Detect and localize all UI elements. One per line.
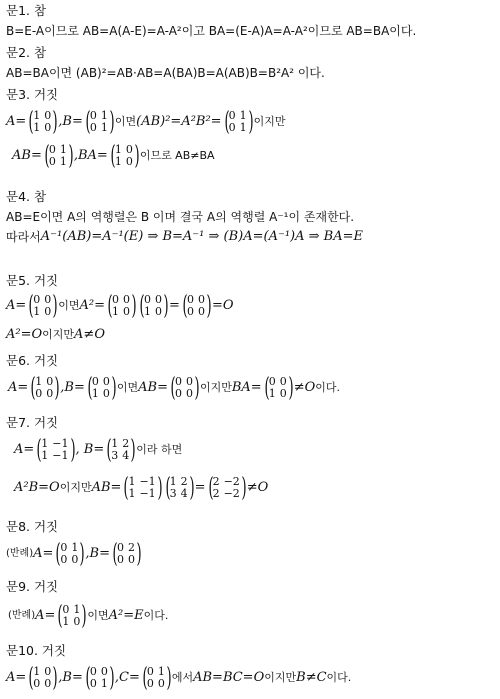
right-paren: ): [194, 373, 200, 403]
matrix-entry: 0: [89, 121, 97, 134]
matrix-entry: 1: [35, 375, 43, 388]
q8-line1: [6, 540, 142, 568]
matrix-entry: 0: [123, 293, 131, 306]
q7-ab-label: AB=: [91, 480, 122, 495]
matrix-entry: 1: [59, 155, 67, 168]
matrix-entry: 0: [44, 293, 52, 306]
right-paren: ): [241, 473, 247, 503]
matrix-entry: 0: [44, 305, 52, 318]
q3-text3: 이므로 AB≠BA: [139, 149, 215, 162]
right-paren: ): [54, 373, 60, 403]
q6-ba-label: BA=: [231, 380, 262, 395]
matrix-entries: [90, 108, 108, 136]
q4-line2-formula: A⁻¹(AB)=A⁻¹(E) ⇒ B=A⁻¹ ⇒ (B)A=(A⁻¹)A ⇒ BA=E: [40, 229, 363, 244]
q10-text3: 이다.: [326, 671, 352, 684]
q9-note: (반례): [8, 610, 36, 621]
matrix-entry: 1: [144, 305, 152, 318]
matrix-entry: 1: [41, 449, 49, 462]
matrix-entry: −1: [139, 487, 156, 500]
matrix-entries: [111, 436, 129, 464]
q6-ne: ≠O: [293, 380, 316, 395]
left-paren: (: [28, 107, 34, 137]
q6-text3: 이다.: [315, 381, 341, 394]
matrix-entry: −2: [223, 487, 240, 500]
q8-note: (반례): [6, 548, 34, 559]
matrix-entry: 0: [44, 109, 52, 122]
matrix-entry: 0: [146, 665, 154, 678]
q7-eq: =: [194, 480, 206, 495]
q9-heading: 문9. 거짓: [6, 579, 59, 594]
right-paren: ): [166, 663, 172, 693]
q3-a-label: A=: [6, 114, 27, 129]
q7-text2: 이지만: [59, 481, 92, 494]
q5-line2-a: A²=O: [6, 327, 43, 342]
matrix-entry: 0: [197, 305, 205, 318]
matrix-entry: 0: [228, 121, 236, 134]
matrix-entry: 0: [89, 677, 97, 690]
matrix-entry: 0: [116, 541, 124, 554]
q4-line1: AB=E이면 A의 역행렬은 B 이며 결국 A의 역행렬 A⁻¹이 존재한다.: [6, 210, 355, 224]
right-paren: ): [79, 539, 85, 569]
matrix-entries: [229, 108, 247, 136]
matrix-entry: 1: [59, 143, 67, 156]
matrix-entries: [117, 540, 135, 568]
q7-ne: ≠O: [246, 480, 269, 495]
q7-line2: [14, 474, 268, 502]
q7-matrix-a2: [122, 474, 161, 502]
matrix-entry: 0: [91, 375, 99, 388]
left-paren: (: [107, 291, 113, 321]
q4-heading: 문4. 참: [6, 189, 47, 204]
matrix-entries: [90, 664, 108, 692]
matrix-entry: 0: [186, 305, 194, 318]
q5-o: =O: [211, 298, 234, 313]
q3-line2: [12, 142, 215, 170]
q10-a-label: A=: [6, 670, 27, 685]
q7-text1: 이라 하면: [136, 443, 183, 456]
q6-text2: 이지만: [199, 381, 232, 394]
matrix-entry: 0: [44, 677, 52, 690]
matrix-entry: 1: [33, 109, 41, 122]
matrix-entry: 0: [73, 615, 81, 628]
q8-matrix-a: [54, 540, 84, 568]
matrix-entry: 1: [268, 387, 276, 400]
matrix-entry: 1: [100, 677, 108, 690]
q6-matrix-a: [29, 374, 59, 402]
matrix-entry: 0: [279, 375, 287, 388]
matrix-entry: 0: [279, 387, 287, 400]
matrix-entry: 2: [180, 475, 188, 488]
matrix-entries: [33, 664, 51, 692]
q6-line1: [8, 374, 340, 402]
q5-matrix-a1: [106, 292, 136, 320]
matrix-entry: 0: [157, 677, 165, 690]
q8-a-label: A=: [33, 546, 54, 561]
matrix-entry: 1: [33, 305, 41, 318]
q9-text1: 이면: [87, 609, 109, 622]
q8-heading: 문8. 거짓: [6, 519, 59, 534]
matrix-entry: 0: [89, 665, 97, 678]
q7-matrix-b2: [164, 474, 194, 502]
matrix-entry: 1: [114, 143, 122, 156]
matrix-entries: [112, 292, 130, 320]
q5-line2-c: A≠O: [74, 327, 105, 342]
matrix-entry: −1: [139, 475, 156, 488]
matrix-entry: 1: [71, 541, 79, 554]
matrix-entry: 1: [73, 603, 81, 616]
q5-a-label: A=: [6, 298, 27, 313]
matrix-entry: 0: [33, 677, 41, 690]
right-paren: ): [68, 141, 74, 171]
q3-matrix-ab: [43, 142, 73, 170]
left-paren: (: [106, 435, 112, 465]
matrix-entry: 1: [114, 155, 122, 168]
right-paren: ): [111, 373, 117, 403]
matrix-entries: [92, 374, 110, 402]
right-paren: ): [52, 291, 58, 321]
matrix-entry: 0: [125, 155, 133, 168]
right-paren: ): [189, 473, 195, 503]
q10-line1: [6, 664, 351, 692]
matrix-entry: 1: [91, 387, 99, 400]
matrix-entry: 1: [157, 665, 165, 678]
right-paren: ): [163, 291, 169, 321]
matrix-entries: [147, 664, 165, 692]
matrix-entry: 1: [111, 437, 119, 450]
matrix-entry: 2: [212, 475, 220, 488]
matrix-entry: 0: [33, 293, 41, 306]
matrix-entry: 0: [123, 305, 131, 318]
q3-text2: 이지만: [253, 115, 286, 128]
q10-eq: AB=BC=O: [193, 670, 265, 685]
matrix-entry: 0: [125, 143, 133, 156]
matrix-entry: −2: [223, 475, 240, 488]
left-paren: (: [123, 473, 130, 503]
left-paren: (: [264, 373, 270, 403]
q3-matrix-a: [27, 108, 57, 136]
q5-matrix-zero: [181, 292, 211, 320]
matrix-entries: [269, 374, 287, 402]
matrix-entry: 0: [102, 387, 110, 400]
right-paren: ): [130, 435, 136, 465]
q7-a2b: A²B=O: [14, 480, 60, 495]
matrix-entry: 0: [185, 387, 193, 400]
matrix-entries: [170, 474, 188, 502]
left-paren: (: [110, 141, 116, 171]
right-paren: ): [206, 291, 212, 321]
matrix-entries: [35, 374, 53, 402]
matrix-entries: [187, 292, 205, 320]
q3-matrix-b: [84, 108, 114, 136]
q10-matrix-c: [141, 664, 171, 692]
left-paren: (: [139, 291, 145, 321]
matrix-entries: [49, 142, 67, 170]
right-paren: ): [248, 107, 254, 137]
matrix-entry: 1: [128, 487, 136, 500]
q6-heading: 문6. 거짓: [6, 353, 59, 368]
matrix-entry: 1: [33, 665, 41, 678]
matrix-entries: [144, 292, 162, 320]
matrix-entry: 0: [89, 109, 97, 122]
left-paren: (: [142, 663, 148, 693]
q1-explanation: B=E-A이므로 AB=A(A-E)=A-A²이고 BA=(E-A)A=A-A²이므로 AB=BA이다.: [6, 24, 417, 38]
matrix-entry: 0: [112, 293, 120, 306]
q7-a-label: A=: [14, 442, 35, 457]
q7-heading: 문7. 거짓: [6, 415, 59, 430]
q10-matrix-b: [84, 664, 114, 692]
q3-text1: 이면: [114, 115, 137, 128]
q6-matrix-ab: [169, 374, 199, 402]
q6-b-label: ,B=: [60, 380, 85, 395]
matrix-entry: 0: [48, 143, 56, 156]
matrix-entry: 4: [180, 487, 188, 500]
q5-heading: 문5. 거짓: [6, 273, 59, 288]
matrix-entry: 0: [62, 603, 70, 616]
matrix-entry: 0: [197, 293, 205, 306]
matrix-entry: 0: [174, 375, 182, 388]
matrix-entry: 1: [100, 109, 108, 122]
matrix-entry: 2: [127, 541, 135, 554]
matrix-entry: 2: [122, 437, 130, 450]
matrix-entry: 0: [144, 293, 152, 306]
matrix-entry: 0: [102, 375, 110, 388]
matrix-entries: [115, 142, 133, 170]
matrix-entry: 0: [60, 541, 68, 554]
q10-c-label: ,C=: [114, 670, 140, 685]
q10-b-label: ,B=: [58, 670, 83, 685]
q5-a2-label: A²=: [79, 298, 106, 313]
q4-line2: [6, 230, 363, 244]
matrix-entry: 0: [35, 387, 43, 400]
right-paren: ): [131, 291, 137, 321]
left-paren: (: [182, 291, 188, 321]
q10-matrix-a: [27, 664, 57, 692]
q3-ba-label: ,BA=: [73, 148, 108, 163]
right-paren: ): [134, 141, 140, 171]
matrix-entries: [128, 474, 155, 502]
left-paren: (: [30, 373, 36, 403]
q3-b-label: ,B=: [58, 114, 83, 129]
q10-text2: 이지만: [264, 671, 297, 684]
right-paren: ): [136, 539, 142, 569]
matrix-entries: [41, 436, 68, 464]
right-paren: ): [81, 601, 87, 631]
q10-text1: 에서: [171, 671, 194, 684]
q10-heading: 문10. 거짓: [6, 643, 67, 658]
right-paren: ): [109, 107, 115, 137]
q5-matrix-a: [27, 292, 57, 320]
q6-text1: 이면: [116, 381, 139, 394]
matrix-entries: [60, 540, 78, 568]
matrix-entry: 1: [239, 121, 247, 134]
q10-ne: B≠C: [296, 670, 327, 685]
left-paren: (: [36, 435, 42, 465]
matrix-entry: 3: [111, 449, 119, 462]
q3-heading: 문3. 거짓: [6, 87, 59, 102]
matrix-entry: −1: [52, 449, 69, 462]
matrix-entry: 1: [128, 475, 136, 488]
matrix-entry: 0: [127, 553, 135, 566]
matrix-entry: 0: [186, 293, 194, 306]
matrix-entry: 0: [46, 387, 54, 400]
matrix-entry: 1: [112, 305, 120, 318]
left-paren: (: [87, 373, 93, 403]
q7-matrix-r: [207, 474, 246, 502]
matrix-entry: 0: [228, 109, 236, 122]
matrix-entry: 0: [155, 305, 163, 318]
right-paren: ): [109, 663, 115, 693]
q5-line1: [6, 292, 234, 320]
matrix-entry: 4: [122, 449, 130, 462]
q2-explanation: AB=BA이면 (AB)²=AB·AB=A(BA)B=A(AB)B=B²A² 이다.: [6, 66, 325, 80]
right-paren: ): [157, 473, 163, 503]
q5-line2-b: 이지만: [42, 328, 75, 341]
matrix-entries: [33, 108, 51, 136]
q8-b-label: ,B=: [85, 546, 110, 561]
matrix-entry: 0: [71, 553, 79, 566]
q5-line2: [6, 328, 105, 342]
left-paren: (: [57, 601, 63, 631]
q5-matrix-a2: [138, 292, 168, 320]
q7-matrix-a: [35, 436, 74, 464]
matrix-entry: 0: [268, 375, 276, 388]
q9-a-label: A=: [35, 608, 56, 623]
matrix-entry: 0: [155, 293, 163, 306]
q7-matrix-b: [105, 436, 135, 464]
matrix-entry: 1: [239, 109, 247, 122]
q6-matrix-b: [86, 374, 116, 402]
left-paren: (: [28, 663, 34, 693]
matrix-entry: 1: [62, 615, 70, 628]
right-paren: ): [52, 107, 58, 137]
left-paren: (: [55, 539, 61, 569]
q4-line2-text: 따라서: [6, 230, 41, 244]
matrix-entry: 0: [185, 375, 193, 388]
left-paren: (: [85, 663, 91, 693]
matrix-entry: 0: [146, 677, 154, 690]
q8-matrix-b: [111, 540, 141, 568]
q5-text1: 이면: [58, 299, 80, 312]
right-paren: ): [288, 373, 294, 403]
left-paren: (: [224, 107, 230, 137]
matrix-entry: 0: [44, 665, 52, 678]
q2-heading: 문2. 참: [6, 45, 47, 60]
q3-matrix-ba: [109, 142, 139, 170]
left-paren: (: [170, 373, 176, 403]
matrix-entries: [175, 374, 193, 402]
q7-b-label: , B=: [75, 442, 105, 457]
matrix-entry: 0: [174, 387, 182, 400]
matrix-entry: 0: [100, 665, 108, 678]
q6-a-label: A=: [8, 380, 29, 395]
q9-line1: [8, 602, 168, 630]
q5-eq: =: [169, 298, 180, 313]
matrix-entry: 1: [41, 437, 49, 450]
left-paren: (: [44, 141, 50, 171]
q9-matrix-a: [56, 602, 86, 630]
q1-heading: 문1. 참: [6, 3, 47, 18]
matrix-entry: 0: [60, 553, 68, 566]
matrix-entry: 2: [212, 487, 220, 500]
q3-line1: [6, 108, 285, 136]
left-paren: (: [85, 107, 91, 137]
matrix-entry: 0: [48, 155, 56, 168]
matrix-entries: [62, 602, 80, 630]
q3-matrix-r: [223, 108, 253, 136]
q3-ab-label: AB=: [12, 148, 42, 163]
q9-text2: 이다.: [143, 609, 169, 622]
matrix-entry: 0: [116, 553, 124, 566]
left-paren: (: [208, 473, 214, 503]
matrix-entry: 1: [100, 121, 108, 134]
matrix-entries: [213, 474, 240, 502]
matrix-entry: 1: [169, 475, 177, 488]
q9-eq: A²=E: [108, 608, 144, 623]
q3-equation: (AB)²=A²B²=: [136, 114, 222, 129]
left-paren: (: [28, 291, 34, 321]
right-paren: ): [52, 663, 58, 693]
matrix-entry: 3: [169, 487, 177, 500]
matrix-entry: 1: [33, 121, 41, 134]
matrix-entry: 0: [46, 375, 54, 388]
matrix-entries: [33, 292, 51, 320]
left-paren: (: [112, 539, 118, 569]
left-paren: (: [165, 473, 171, 503]
q6-ab-label: AB=: [138, 380, 168, 395]
matrix-entry: 0: [44, 121, 52, 134]
q6-matrix-ba: [263, 374, 293, 402]
right-paren: ): [70, 435, 76, 465]
q7-line1: [14, 436, 182, 464]
matrix-entry: −1: [52, 437, 69, 450]
